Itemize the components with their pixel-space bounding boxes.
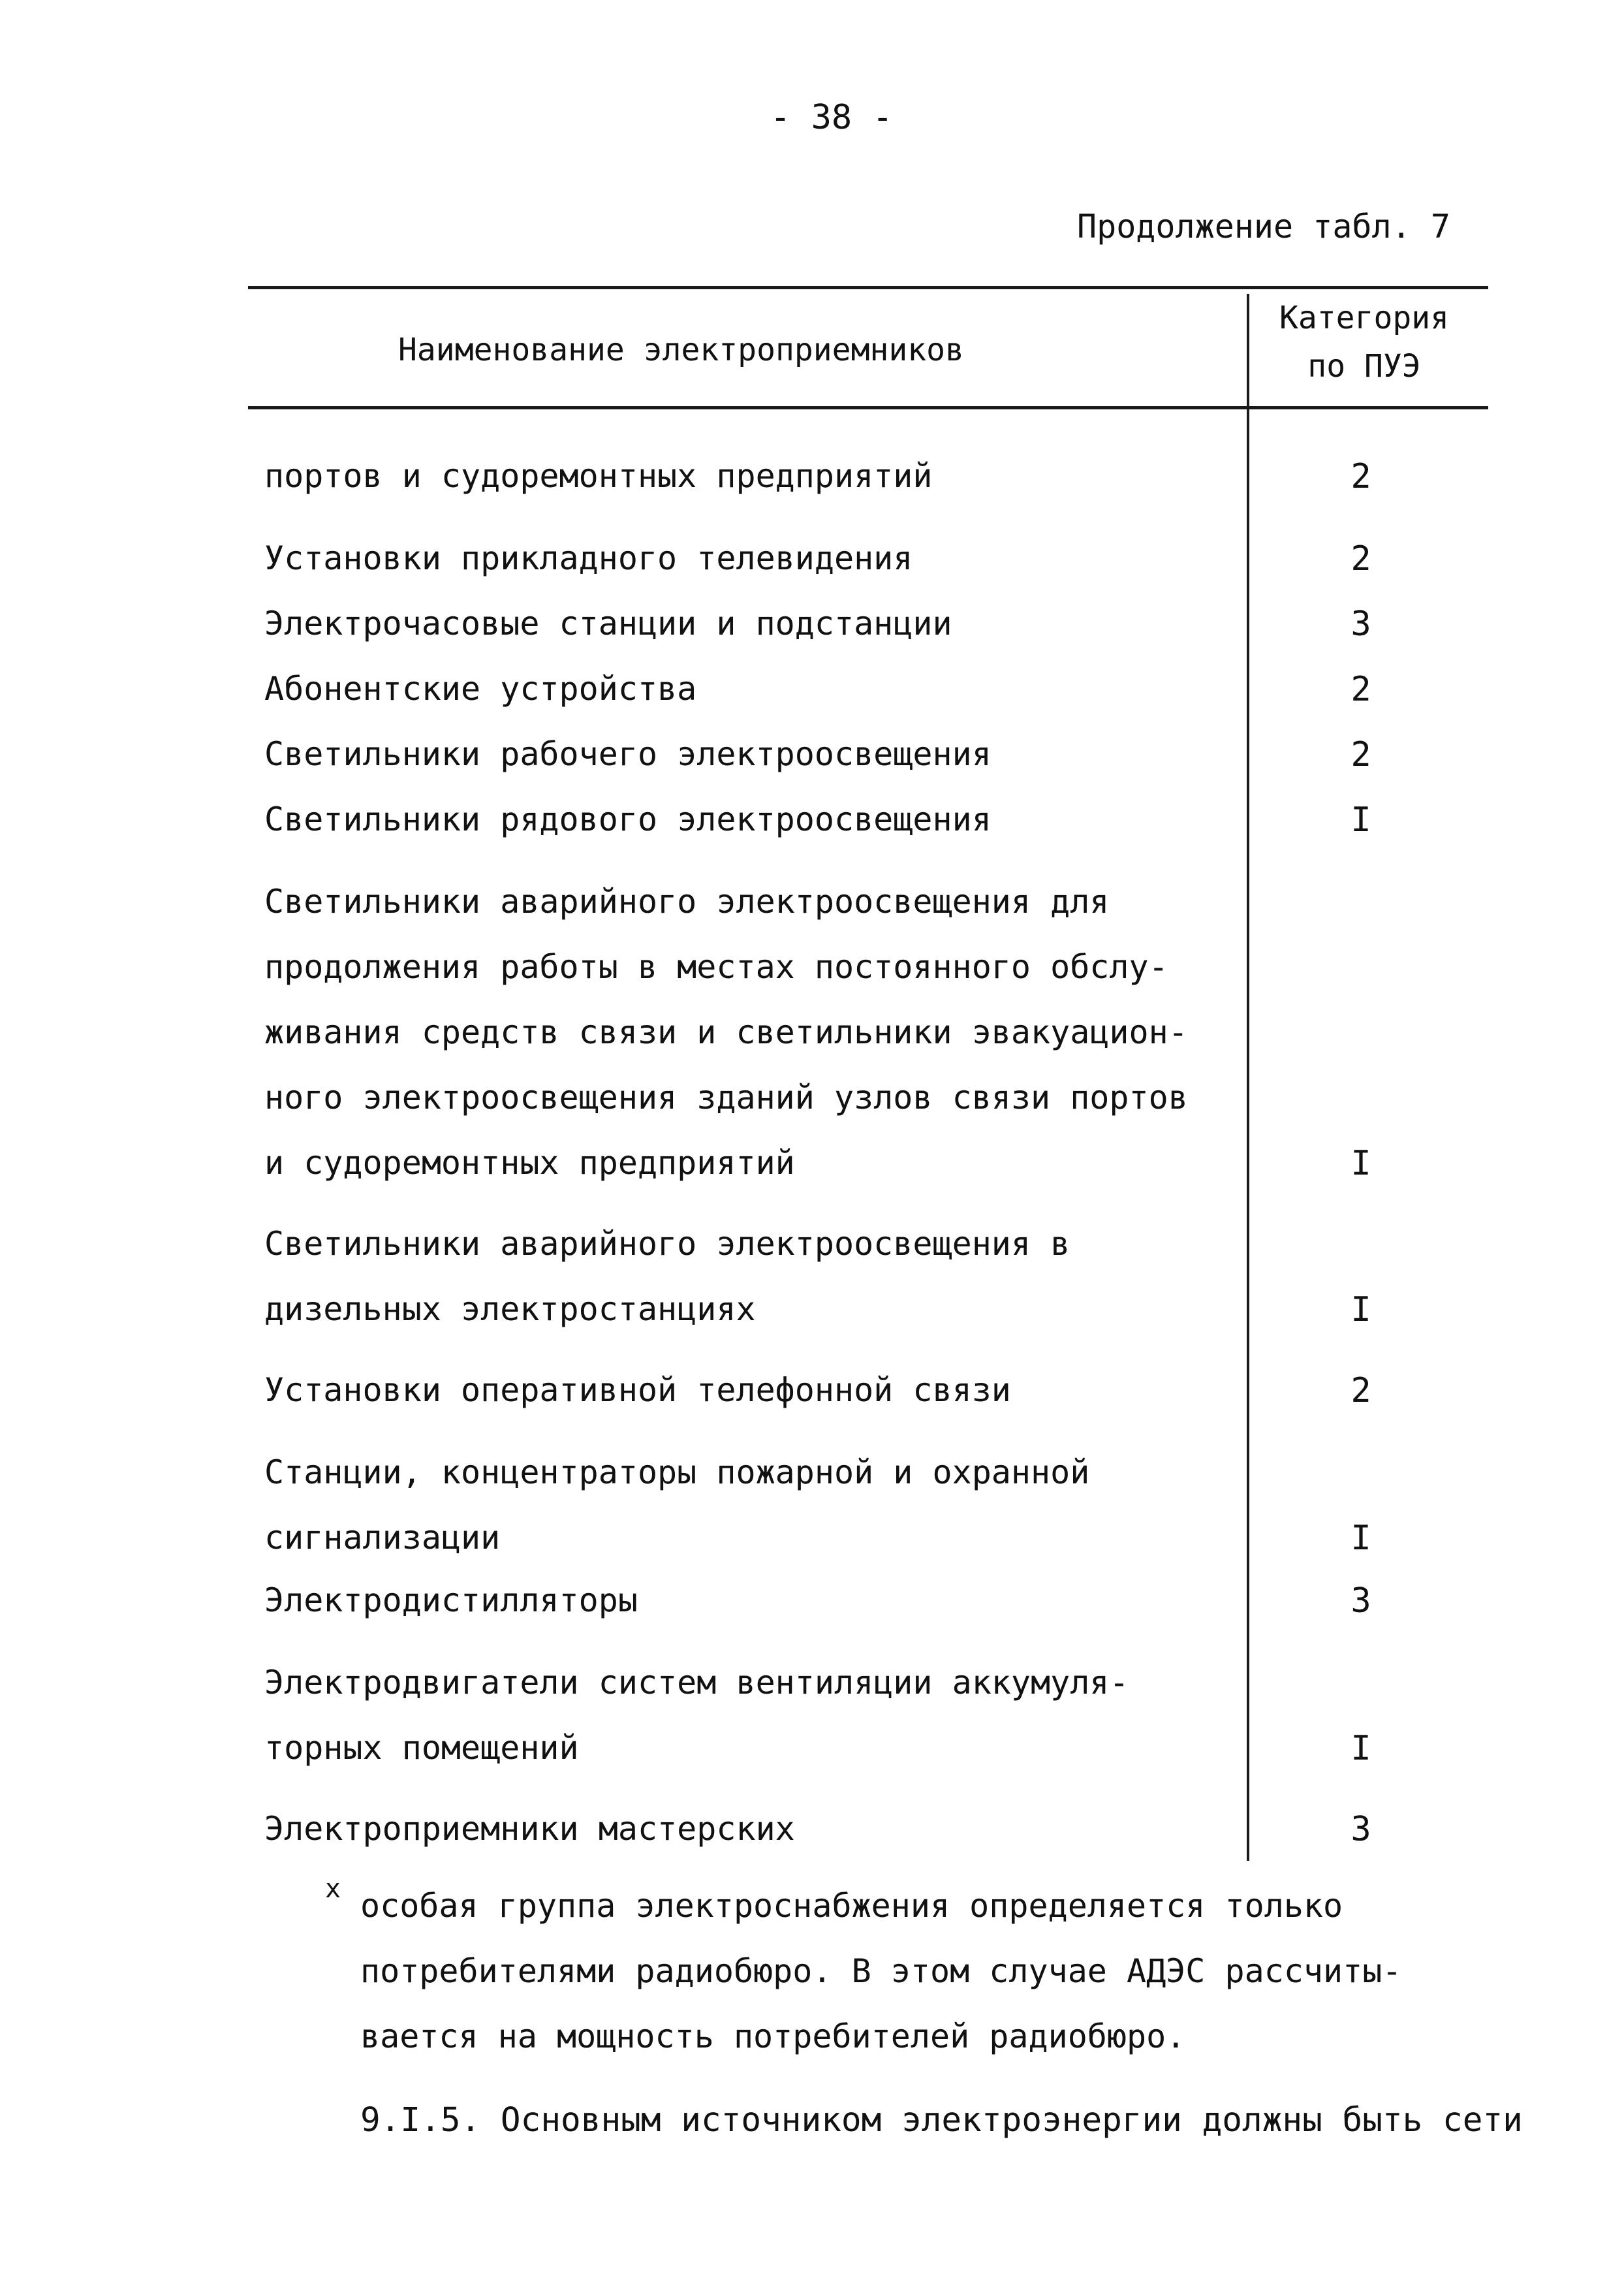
table-row-name: и судоремонтных предприятий [264,1144,795,1182]
table-row-name: живания средств связи и светильники эвакуацион- [264,1013,1188,1051]
page-number: - 38 - [770,98,893,137]
table-row-category: I [1351,1144,1371,1183]
table-row-name: Электрочасовые станции и подстанции [264,605,952,642]
table-row-name: Электродистилляторы [264,1581,638,1619]
table-row-name: Светильники аварийного электроосвещения в [264,1225,1070,1263]
table-row-category: 3 [1351,1581,1371,1621]
table-row-name: Светильники рабочего электроосвещения [264,735,992,773]
table-row-name: продолжения работы в местах постоянного обслу- [264,948,1168,986]
table-row-name: Электроприемники мастерских [264,1810,795,1848]
table-row-name: Установки оперативной телефонной связи [264,1371,1011,1409]
column-header-name: Наименование электроприемников [398,332,964,368]
table-row-category: I [1351,800,1371,840]
table-continuation-label: Продолжение табл. 7 [1077,208,1450,245]
table-row-name: Абонентские устройства [264,670,697,708]
column-header-category-line1: Категория [1279,300,1450,336]
table-row-category: 3 [1351,1810,1371,1849]
table-row-category: I [1351,1519,1371,1558]
table-row-name: Станции, концентраторы пожарной и охранной [264,1453,1090,1491]
table-row-category: 2 [1351,457,1371,496]
column-header-category [1266,294,1462,390]
footnote-line: потребителями радиобюро. В этом случае АДЭС рассчиты- [360,1952,1402,1990]
table-column-divider [1247,294,1249,1861]
table-row-category: I [1351,1729,1371,1768]
table-row-category: 2 [1351,539,1371,578]
table-row-name: Светильники аварийного электроосвещения для [264,883,1110,921]
column-header-category-line2: по ПУЭ [1307,348,1421,385]
table-row-category: 2 [1351,735,1371,774]
table-row-name: Светильники рядового электроосвещения [264,800,992,838]
table-row-category: 2 [1351,670,1371,709]
table-row-name: дизельных электростанциях [264,1290,756,1328]
table-header-rule [248,406,1488,409]
table-row-category: I [1351,1290,1371,1329]
table-row-category: 3 [1351,605,1371,644]
body-paragraph: 9.I.5. Основным источником электроэнергии должны быть сети [360,2101,1523,2140]
table-row-name: ного электроосвещения зданий узлов связи портов [264,1079,1188,1116]
footnote-line: вается на мощность потребителей радиобюро. [360,2017,1186,2055]
table-row-name: портов и судоремонтных предприятий [264,457,933,495]
footnote-line: особая группа электроснабжения определяется только [360,1887,1343,1925]
table-row-name: сигнализации [264,1519,501,1557]
table-top-rule [248,286,1488,289]
table-row-name: Электродвигатели систем вентиляции аккумуля- [264,1664,1129,1701]
table-row-name: Установки прикладного телевидения [264,539,913,577]
table-row-name: торных помещений [264,1729,579,1767]
footnote-mark: x [325,1874,341,1904]
table-row-category: 2 [1351,1371,1371,1410]
